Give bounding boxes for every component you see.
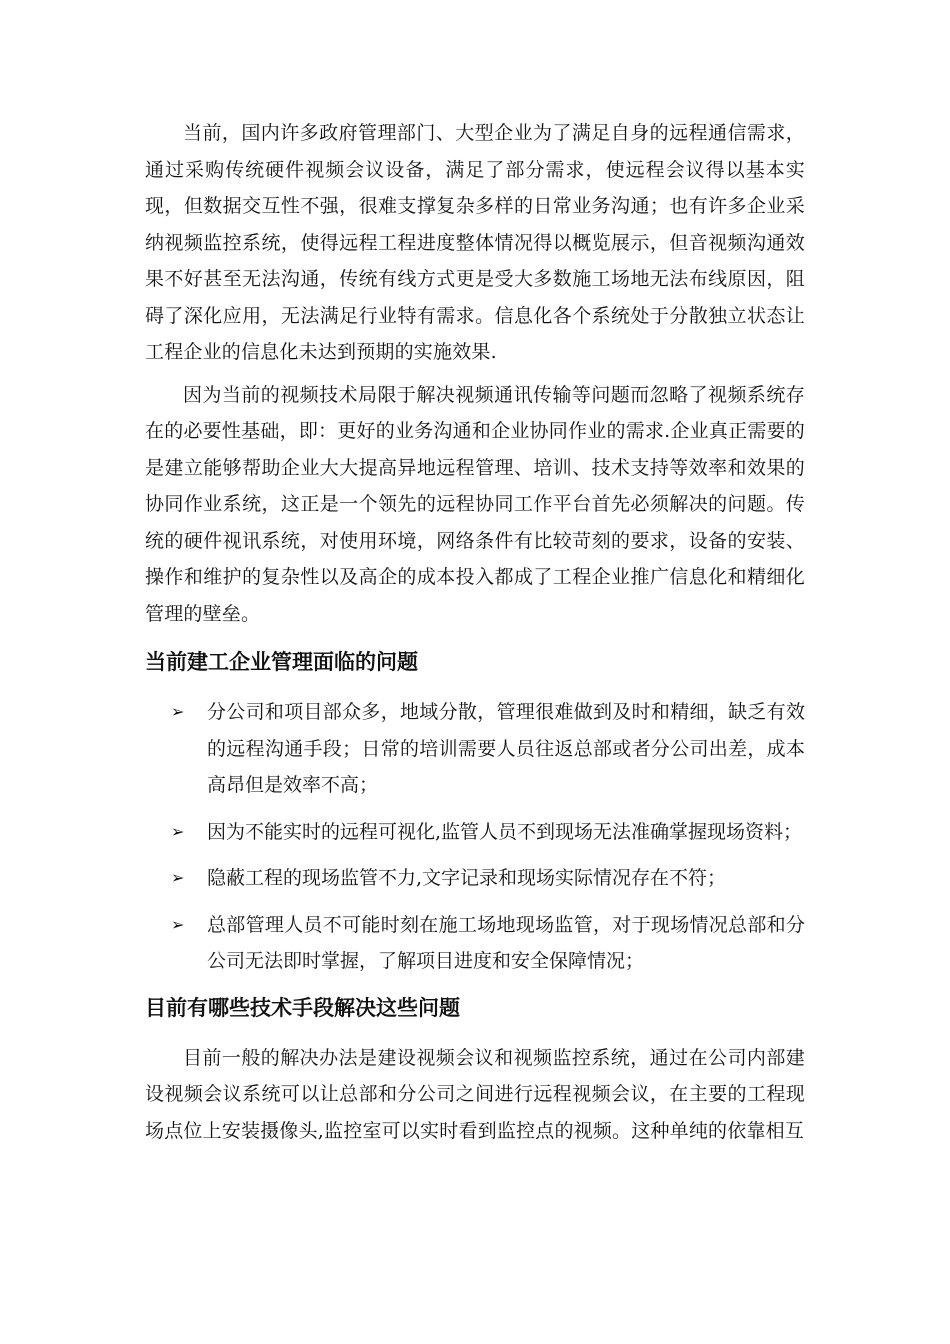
list-item-text: 因为不能实时的远程可视化,监管人员不到现场无法准确掌握现场资料； — [207, 820, 803, 843]
list-item — [145, 694, 805, 804]
list-item-text: 分公司和项目部众多，地域分散，管理很难做到及时和精细，缺乏有效的远程沟通手段；日常的培训需要人员往返总部或者分公司出差，成本高昂但是效率不高； — [207, 701, 805, 796]
problems-list — [145, 694, 805, 980]
arrow-bullet-icon: ➢ — [171, 821, 185, 841]
document-page — [145, 115, 805, 1149]
arrow-bullet-icon: ➢ — [171, 702, 185, 721]
solutions-paragraph: 目前一般的解决办法是建设视频会议和视频监控系统，通过在公司内部建设视频会议系统可以让总部和分公司之间进行远程视频会议，在主要的工程现场点位上安装摄像头,监控室可以实时看到监控点的视频。这种单纯的依靠相互 — [145, 1046, 805, 1142]
intro-paragraph-2: 因为当前的视频技术局限于解决视频通讯传输等问题而忽略了视频系统存在的必要性基础，即：更好的业务沟通和企业协同作业的需求.企业真正需要的是建立能够帮助企业大大提高异地远程管理、培训、技术支持等效率和效果的协同作业系统，这正是一个领先的远程协同工作平台首先必须解决的问题。传统的硬件视讯系统，对使用环境，网络条件有比较苛刻的要求，设备的安装、操作和维护的复杂性以及高企的成本投入都成了工程企业推广信息化和精细化管理的壁垒。 — [145, 383, 805, 625]
arrow-bullet-icon: ➢ — [171, 868, 185, 887]
list-item-text: 总部管理人员不可能时刻在施工场地现场监管，对于现场情况总部和分公司无法即时掌握，了解项目进度和安全保障情况； — [207, 913, 805, 972]
section-heading-solutions: 目前有哪些技术手段解决这些问题 — [145, 995, 460, 1020]
list-item — [145, 907, 805, 980]
section-heading-problems: 当前建工企业管理面临的问题 — [145, 650, 418, 674]
arrow-bullet-icon: ➢ — [171, 914, 185, 934]
list-item — [145, 814, 805, 851]
list-item — [145, 860, 805, 897]
intro-paragraph-1: 当前，国内许多政府管理部门、大型企业为了满足自身的远程通信需求，通过采购传统硬件视频会议设备，满足了部分需求，使远程会议得以基本实现，但数据交互性不强，很难支撑复杂多样的日常业务沟通；也有许多企业采纳视频监控系统，使得远程工程进度整体情况得以概览展示，但音视频沟通效果不好甚至无法沟通，传统有线方式更是受大多数施工场地无法布线原因，阻碍了深化应用，无法满足行业特有需求。信息化各个系统处于分散独立状态让工程企业的信息化未达到预期的实施效果. — [145, 122, 805, 363]
list-item-text: 隐蔽工程的现场监管不力,文字记录和现场实际情况存在不符； — [207, 867, 727, 889]
